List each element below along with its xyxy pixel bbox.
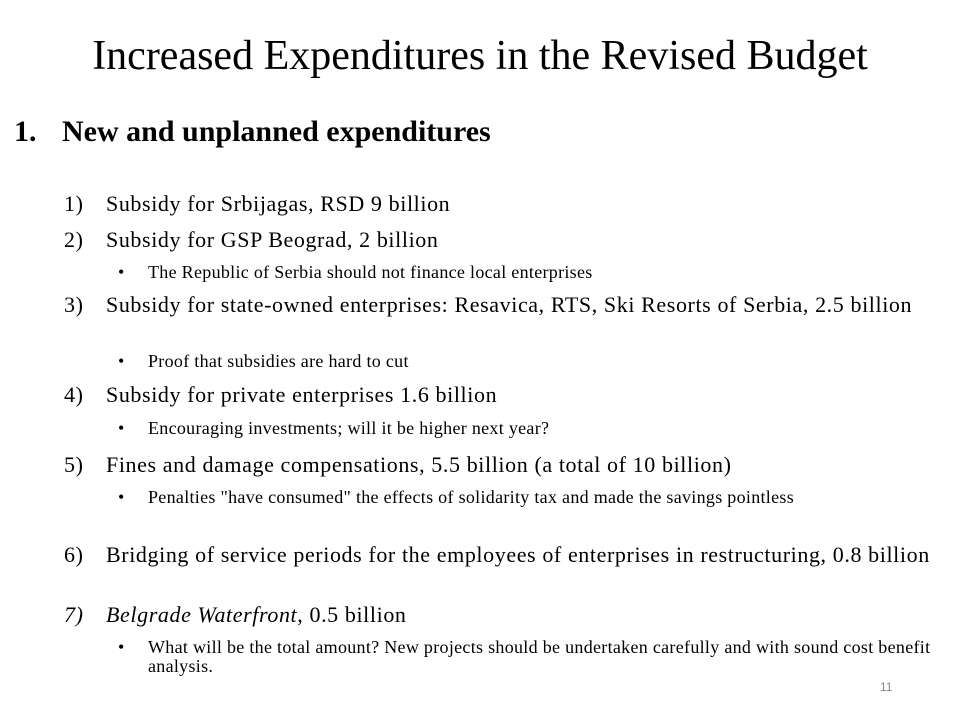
section-heading-number: 1.	[14, 115, 37, 148]
list-item	[64, 293, 934, 317]
list-item-text: Fines and damage compensations, 5.5 billion (a total of 10 billion)	[106, 452, 732, 477]
list-item-text-rest: , 0.5 billion	[297, 602, 407, 627]
list-item-number: 4)	[64, 382, 84, 407]
sub-bullet	[118, 419, 938, 438]
sub-bullet-text: What will be the total amount? New projects should be undertaken carefully and with sound cost benefit analysis.	[148, 637, 931, 676]
sub-bullet-text: Encouraging investments; will it be higher next year?	[148, 418, 550, 438]
sub-bullet-text: The Republic of Serbia should not finance local enterprises	[148, 262, 593, 282]
list-item-text: Subsidy for Srbijagas, RSD 9 billion	[106, 191, 451, 216]
list-item-number: 6)	[64, 542, 84, 567]
list-item-text: Subsidy for state-owned enterprises: Resavica, RTS, Ski Resorts of Serbia, 2.5 billion	[106, 292, 913, 317]
list-item-number: 2)	[64, 227, 84, 252]
bullet-icon: •	[118, 262, 125, 282]
page-number: 11	[880, 680, 893, 694]
list-item	[64, 383, 934, 407]
list-item-text-italic: Belgrade Waterfront	[106, 602, 298, 627]
bullet-icon: •	[118, 487, 125, 507]
sub-bullet	[118, 352, 938, 371]
bullet-icon: •	[118, 637, 125, 657]
list-item	[64, 603, 934, 627]
list-item-text: Subsidy for private enterprises 1.6 billion	[106, 382, 498, 407]
list-item-number: 7)	[64, 602, 84, 627]
sub-bullet	[118, 263, 938, 282]
sub-bullet	[118, 638, 938, 676]
bullet-icon: •	[118, 351, 125, 371]
list-item	[64, 192, 934, 216]
list-item	[64, 453, 934, 477]
slide-title: Increased Expenditures in the Revised Budget	[92, 33, 868, 79]
sub-bullet-text: Penalties "have consumed" the effects of solidarity tax and made the savings pointless	[148, 487, 795, 507]
sub-bullet-text: Proof that subsidies are hard to cut	[148, 351, 409, 371]
list-item-text: Bridging of service periods for the employees of enterprises in restructuring, 0.8 billion	[106, 542, 930, 567]
list-item	[64, 543, 934, 567]
list-item-number: 3)	[64, 292, 84, 317]
list-item	[64, 228, 934, 252]
list-item-text: Subsidy for GSP Beograd, 2 billion	[106, 227, 439, 252]
sub-bullet	[118, 488, 938, 507]
section-heading-text: New and unplanned expenditures	[62, 115, 491, 148]
list-item-number: 1)	[64, 191, 84, 216]
list-item-text	[106, 603, 934, 627]
bullet-icon: •	[118, 418, 125, 438]
list-item-number: 5)	[64, 452, 84, 477]
section-heading	[14, 112, 491, 152]
